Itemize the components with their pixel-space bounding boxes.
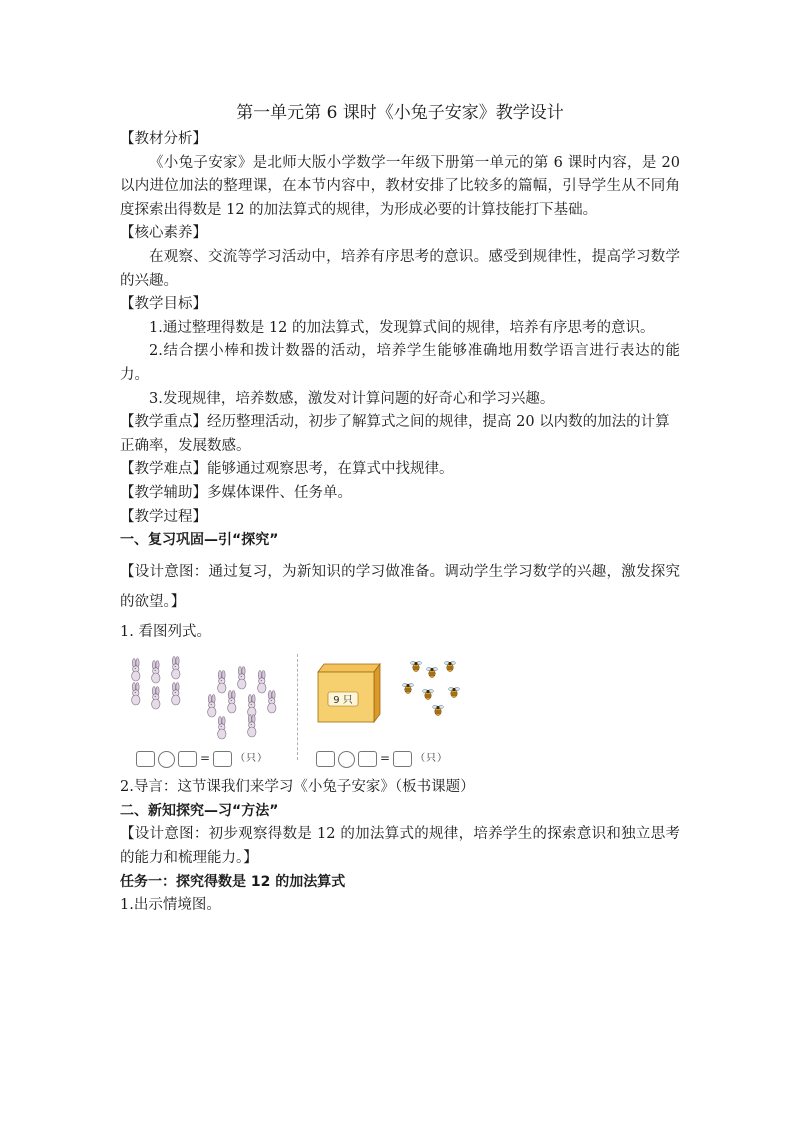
answer-box[interactable]: [316, 751, 335, 767]
rabbits-illustration: [124, 652, 292, 748]
aids-text: 多媒体课件、任务单。: [207, 484, 352, 501]
key-point: [120, 411, 680, 458]
right-equation: [316, 750, 448, 768]
bees-panel: [304, 652, 472, 768]
operator-circle[interactable]: [338, 751, 355, 768]
goal-item-3: 3.发现规律，培养数感，激发对计算问题的好奇心和学习兴趣。: [149, 390, 555, 407]
rabbits-panel: [124, 652, 292, 768]
aids-heading: 【教学辅助】: [120, 484, 207, 501]
page-title: 第一单元第 6 课时《小兔子安家》教学设计: [236, 103, 564, 123]
left-equation: [136, 750, 268, 768]
figure-divider: [297, 654, 298, 760]
difficulty: [120, 458, 680, 482]
unit-label: （只）: [415, 753, 449, 765]
key-point-heading: 【教学重点】: [120, 414, 207, 431]
operator-circle[interactable]: [158, 751, 175, 768]
answer-box[interactable]: [358, 751, 377, 767]
aids: [120, 482, 680, 506]
literacy-text: 在观察、交流等学习活动中，培养有序思考的意识。感受到规律性，提高学习数学的兴趣。: [120, 248, 680, 289]
box-label: 9 只: [333, 695, 353, 707]
section1-title: 一、复习巩固—引“探究”: [120, 532, 279, 549]
goal-item-1: 1.通过整理得数是 12 的加法算式，发现算式间的规律，培养有序思考的意识。: [149, 319, 655, 336]
difficulty-heading: 【教学难点】: [120, 461, 207, 478]
literacy-heading: 【核心素养】: [120, 225, 207, 242]
section2-title: 二、新知探究—习“方法”: [120, 802, 279, 819]
equals-sign: =: [200, 751, 211, 766]
task1-title: 任务一：探究得数是 12 的加法算式: [120, 873, 346, 890]
section2-step1: 1.出示情境图。: [120, 897, 221, 914]
section2-intent: 【设计意图：初步观察得数是 12 的加法算式的规律，培养学生的探索意识和独立思考的能力和梳理能力。】: [120, 826, 680, 867]
key-point-text: 经历整理活动，初步了解算式之间的规律，提高 20 以内数的加法的计算正确率，发展数感。: [120, 414, 670, 454]
equals-sign: =: [380, 751, 391, 766]
answer-box[interactable]: [178, 751, 197, 767]
section1-step1: 1. 看图列式。: [120, 623, 211, 640]
analysis-heading: 【教材分析】: [120, 131, 207, 147]
answer-box[interactable]: [213, 751, 232, 767]
unit-label: （只）: [235, 753, 269, 765]
goal-item-2: 2.结合摆小棒和拨计数器的活动，培养学生能够准确地用数学语言进行表达的能力。: [120, 343, 680, 383]
goals-heading: 【教学目标】: [120, 296, 207, 313]
answer-box[interactable]: [393, 751, 412, 767]
analysis-text: 《小兔子安家》是北师大版小学数学一年级下册第一单元的第 6 课时内容，是 20 以内进位加法的整理课，在本节内容中，教材安排了比较多的篇幅，引导学生从不同角度探索出得数是 12 的加法算式的规律，为形成必要的计算技能打下基础。: [120, 154, 680, 218]
answer-box[interactable]: [136, 751, 155, 767]
section1-step2: 2.导言：这节课我们来学习《小兔子安家》（板书课题）: [120, 779, 475, 796]
document-page: [120, 100, 680, 918]
section1-intent: 【设计意图：通过复习，为新知识的学习做准备。调动学生学习数学的兴趣，激发探究的欲望。】: [120, 563, 680, 610]
beehive-illustration: [304, 652, 472, 748]
exercise-figure: [120, 652, 680, 768]
difficulty-text: 能够通过观察思考，在算式中找规律。: [207, 461, 454, 478]
process-heading: 【教学过程】: [120, 508, 207, 525]
